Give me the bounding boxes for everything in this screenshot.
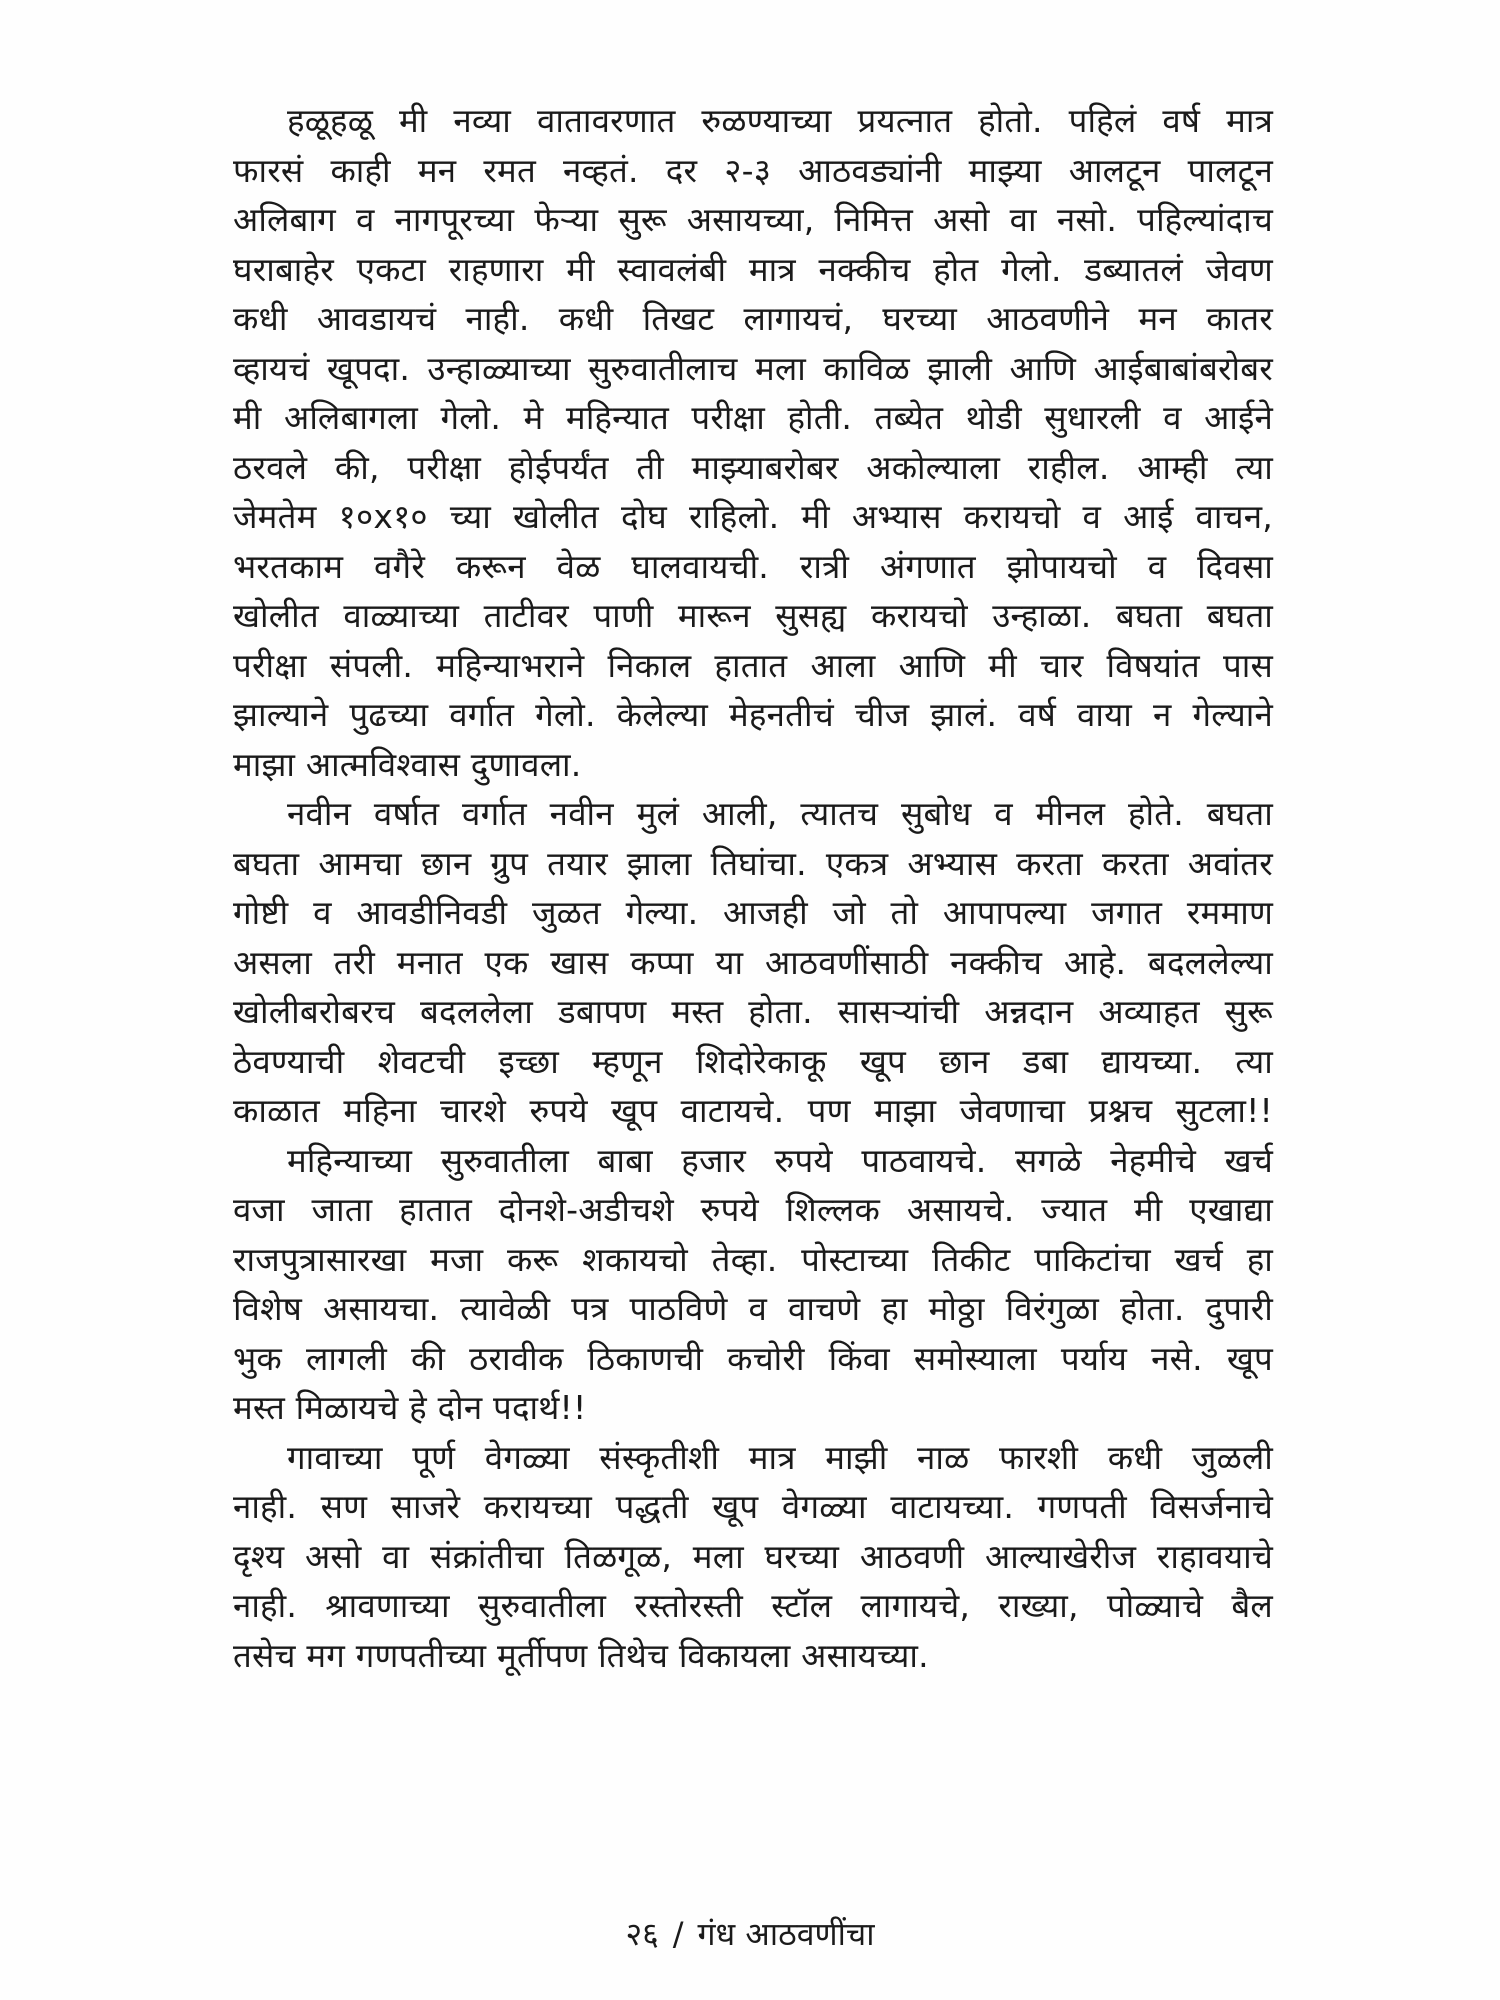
book-title: गंध आठवणींचा [697, 1915, 875, 1953]
footer-separator: / [672, 1915, 684, 1953]
text-line: दृश्य असो वा संक्रांतीचा तिळगूळ, मला घरच्या आठवणी आल्याखेरीज राहावयाचे [233, 1536, 1273, 1576]
text-line: फारसं काही मन रमत नव्हतं. दर २-३ आठवड्यांनी माझ्या आलटून पालटून [233, 150, 1273, 190]
text-line: राजपुत्रासारखा मजा करू शकायचो तेव्हा. पोस्टाच्या तिकीट पाकिटांचा खर्च हा [233, 1239, 1273, 1279]
text-line: गावाच्या पूर्ण वेगळ्या संस्कृतीशी मात्र माझी नाळ फारशी कधी जुळली [287, 1437, 1273, 1477]
text-line: घराबाहेर एकटा राहणारा मी स्वावलंबी मात्र नक्कीच होत गेलो. डब्यातलं जेवण [233, 249, 1273, 289]
text-line: गोष्टी व आवडीनिवडी जुळत गेल्या. आजही जो तो आपापल्या जगात रममाण [233, 893, 1273, 932]
text-line: ठेवण्याची शेवटची इच्छा म्हणून शिदोरेकाकू खूप छान डबा द्यायच्या. त्या [233, 1041, 1273, 1081]
text-line: खोलीबरोबरच बदललेला डबापण मस्त होता. सासऱ्यांची अन्नदान अव्याहत सुरू [233, 992, 1273, 1031]
text-line: बघता आमचा छान ग्रुप तयार झाला तिघांचा. एकत्र अभ्यास करता करता अवांतर [233, 843, 1273, 883]
text-line: असला तरी मनात एक खास कप्पा या आठवणींसाठी नक्कीच आहे. बदललेल्या [233, 942, 1273, 982]
paragraph-3 [233, 1136, 1273, 1433]
text-line: नवीन वर्षात वर्गात नवीन मुलं आली, त्यातच सुबोध व मीनल होते. बघता [287, 794, 1273, 833]
text-line: नाही. सण साजरे करायच्या पद्धती खूप वेगळ्या वाटायच्या. गणपती विसर्जनाचे [233, 1487, 1273, 1526]
text-line: तसेच मग गणपतीच्या मूर्तीपण तिथेच विकायला असायच्या. [233, 1635, 929, 1675]
text-line: कधी आवडायचं नाही. कधी तिखट लागायचं, घरच्या आठवणीने मन कातर [233, 299, 1273, 338]
text-line: व्हायचं खूपदा. उन्हाळ्याच्या सुरुवातीलाच मला काविळ झाली आणि आईबाबांबरोबर [233, 348, 1273, 388]
text-line: जेमतेम १०x१० च्या खोलीत दोघ राहिलो. मी अभ्यास करायचो व आई वाचन, [233, 497, 1273, 536]
text-line: खोलीत वाळ्याच्या ताटीवर पाणी मारून सुसह्य करायचो उन्हाळा. बघता बघता [233, 596, 1273, 635]
text-line: अलिबाग व नागपूरच्या फेऱ्या सुरू असायच्या, निमित्त असो वा नसो. पहिल्यांदाच [233, 200, 1273, 239]
text-line: भुक लागली की ठरावीक ठिकाणची कचोरी किंवा समोस्याला पर्याय नसे. खूप [233, 1338, 1273, 1378]
text-line: ठरवले की, परीक्षा होईपर्यंत ती माझ्याबरोबर अकोल्याला राहील. आम्ही त्या [233, 447, 1273, 487]
paragraph-1 [233, 96, 1273, 789]
paragraph-2 [233, 789, 1273, 1136]
text-line: विशेष असायचा. त्यावेळी पत्र पाठविणे व वाचणे हा मोठ्ठा विरंगुळा होता. दुपारी [233, 1289, 1273, 1328]
page-number: २६ [625, 1915, 659, 1953]
text-line: माझा आत्मविश्वास दुणावला. [233, 744, 582, 784]
text-line: भरतकाम वगैरे करून वेळ घालवायची. रात्री अंगणात झोपायचो व दिवसा [233, 546, 1273, 586]
text-line: मस्त मिळायचे हे दोन पदार्थ!! [233, 1388, 587, 1427]
paragraph-4 [233, 1433, 1273, 1681]
text-line: महिन्याच्या सुरुवातीला बाबा हजार रुपये पाठवायचे. सगळे नेहमीचे खर्च [287, 1140, 1273, 1180]
text-line: काळात महिना चारशे रुपये खूप वाटायचे. पण माझा जेवणाचा प्रश्नच सुटला!! [233, 1091, 1273, 1130]
body-text [233, 96, 1273, 1680]
text-line: परीक्षा संपली. महिन्याभराने निकाल हातात आला आणि मी चार विषयांत पास [233, 645, 1273, 685]
text-line: नाही. श्रावणाच्या सुरुवातीला रस्तोरस्ती स्टॉल लागायचे, राख्या, पोळ्याचे बैल [233, 1586, 1273, 1625]
text-line: झाल्याने पुढच्या वर्गात गेलो. केलेल्या मेहनतीचं चीज झालं. वर्ष वाया न गेल्याने [233, 695, 1273, 734]
text-line: वजा जाता हातात दोनशे-अडीचशे रुपये शिल्लक असायचे. ज्यात मी एखाद्या [233, 1190, 1273, 1229]
page-footer [0, 1912, 1500, 1956]
text-line: मी अलिबागला गेलो. मे महिन्यात परीक्षा होती. तब्येत थोडी सुधारली व आईने [233, 398, 1273, 437]
text-line: हळूहळू मी नव्या वातावरणात रुळण्याच्या प्रयत्नात होतो. पहिलं वर्ष मात्र [287, 101, 1273, 140]
